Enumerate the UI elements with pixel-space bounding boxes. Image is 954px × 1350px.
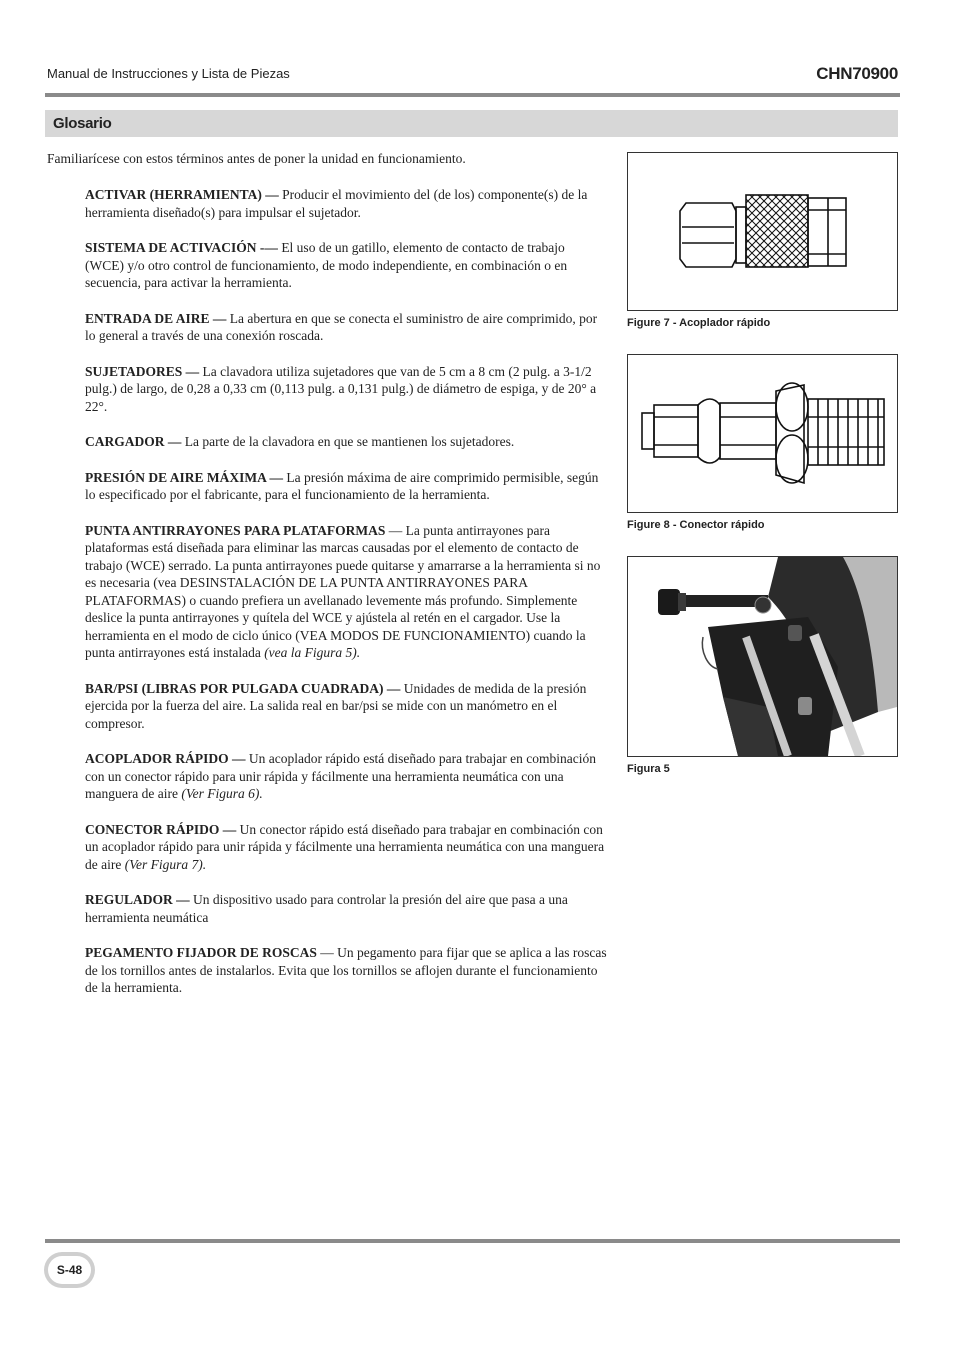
glossary-entry (85, 891, 607, 926)
glossary-entry (85, 363, 607, 416)
glossary-definition: La clavadora utiliza sujetadores que van de 5 cm a 8 cm (2 pulg. a 3-1/2 pulg.) de largo, de 0,28 a 0,33 cm (0,113 pulg. a 0,131 pulg.) de diámetro de espiga, y de 20° a 22°. (85, 363, 597, 414)
section-title: Glosario (53, 115, 112, 132)
header-divider (45, 93, 900, 97)
figure-reference: (Ver Figura 7). (124, 856, 207, 872)
glossary-definition: La parte de la clavadora en que se mantienen los sujetadores. (181, 434, 515, 449)
figure-coupler-caption: Figure 7 - Acoplador rápido (627, 317, 771, 329)
glossary-entry (85, 310, 607, 345)
glossary-term: ACTIVAR (HERRAMIENTA) — (85, 187, 279, 202)
footer-divider (45, 1239, 900, 1243)
glossary-term: PEGAMENTO FIJADOR DE ROSCAS (85, 945, 317, 960)
glossary-list (85, 186, 607, 1015)
page-number: S-48 (56, 1263, 83, 1277)
figure-coupler (627, 152, 898, 311)
glossary-entry (85, 433, 607, 451)
glossary-definition: Unidades de medida de la presión ejercida por la fuerza del aire. La salida real en bar/psi se mide con un manómetro en el compresor. (85, 680, 587, 731)
glossary-entry (85, 239, 607, 292)
intro-paragraph: Familiarícese con estos términos antes de poner la unidad en funcionamiento. (47, 151, 466, 166)
glossary-entry (85, 186, 607, 221)
header-manual-title: Manual de Instrucciones y Lista de Piezas (47, 66, 290, 81)
glossary-term: CARGADOR — (85, 434, 182, 449)
nailer-illustration (628, 557, 897, 756)
section-bar (45, 110, 898, 137)
glossary-definition: Un dispositivo usado para controlar la presión del aire que pasa a una herramienta neumática (85, 892, 568, 925)
figure-nailer-caption: Figura 5 (627, 763, 670, 775)
page-number-badge-inner (48, 1256, 91, 1284)
glossary-entry (85, 680, 607, 733)
glossary-entry (85, 821, 607, 874)
figure-connector-caption: Figure 8 - Conector rápido (627, 519, 765, 531)
glossary-term: PRESIÓN DE AIRE MÁXIMA — (85, 469, 284, 485)
coupler-drawing (628, 153, 897, 310)
glossary-term: ENTRADA DE AIRE — (85, 310, 227, 326)
glossary-term: SUJETADORES — (85, 363, 200, 379)
figure-nailer-photo (627, 556, 898, 757)
glossary-entry (85, 750, 607, 803)
glossary-entry (85, 469, 607, 504)
figure-reference: (vea la Figura 5). (264, 645, 361, 660)
glossary-term: BAR/PSI (LIBRAS POR PULGADA CUADRADA) — (85, 680, 401, 696)
glossary-term: PUNTA ANTIRRAYONES PARA PLATAFORMAS (85, 522, 386, 538)
glossary-definition: La presión máxima de aire comprimido permisible, según lo especificado por el fabricante, para el funcionamiento de la herramienta. (85, 469, 599, 502)
connector-drawing (628, 355, 897, 512)
page-number-badge (44, 1252, 95, 1288)
glossary-definition: — Un pegamento para fijar que se aplica a las roscas de los tornillos antes de instalarlos. Evita que los tornillos se aflojen durante el funcionamiento de la herramienta. (85, 945, 607, 995)
figure-connector (627, 354, 898, 513)
glossary-definition: La abertura en que se conecta el suministro de aire comprimido, por lo general a través de una conexión roscada. (85, 310, 598, 343)
glossary-entry (85, 944, 607, 997)
glossary-term: REGULADOR — (85, 892, 190, 907)
figure-reference: (Ver Figura 6). (181, 786, 263, 801)
glossary-definition: El uso de un gatillo, elemento de contacto de trabajo (WCE) y/o otro control de funcionamiento, de modo independiente, en combinación o en secuencia, para activar la herramienta. (85, 240, 568, 290)
glossary-term: CONECTOR RÁPIDO — (85, 821, 237, 837)
glossary-definition: Un conector rápido está diseñado para trabajar en combinación con un acoplador rápido para unir rápida y fácilmente una herramienta neumática con una manguera de aire (85, 821, 605, 872)
header-model-number: CHN70900 (816, 64, 898, 83)
glossary-definition: Producir el movimiento del (de los) componente(s) de la herramienta diseñado(s) para impulsar el sujetador. (85, 187, 588, 220)
glossary-term: SISTEMA DE ACTIVACIÓN -— (85, 240, 278, 255)
glossary-definition: — La punta antirrayones para plataformas está diseñada para eliminar las marcas causadas por el elemento de contacto de trabajo (WCE) serrado. La punta antirrayones puede quitarse y amarrarse a la herramienta si no es necesaria (vea DESINSTALACIÓN DE LA PUNTA ANTIRRAYONES PARA PLATAFORMAS) o cuando prefiera un avellanado levemente más profundo. Simplemente deslice la punta antirrayones y quítela del WCE y ajústela al retén en el cargador. Use la herramienta en el modo de ciclo único (VEA MODOS DE FUNCIONAMIENTO) cuando la punta antirrayones está instalada (85, 522, 601, 660)
glossary-term: ACOPLADOR RÁPIDO — (85, 751, 246, 766)
glossary-entry (85, 522, 607, 662)
glossary-definition: Un acoplador rápido está diseñado para trabajar en combinación con un conector rápido para unir rápida y fácilmente una herramienta neumática con una manguera de aire (85, 751, 596, 801)
